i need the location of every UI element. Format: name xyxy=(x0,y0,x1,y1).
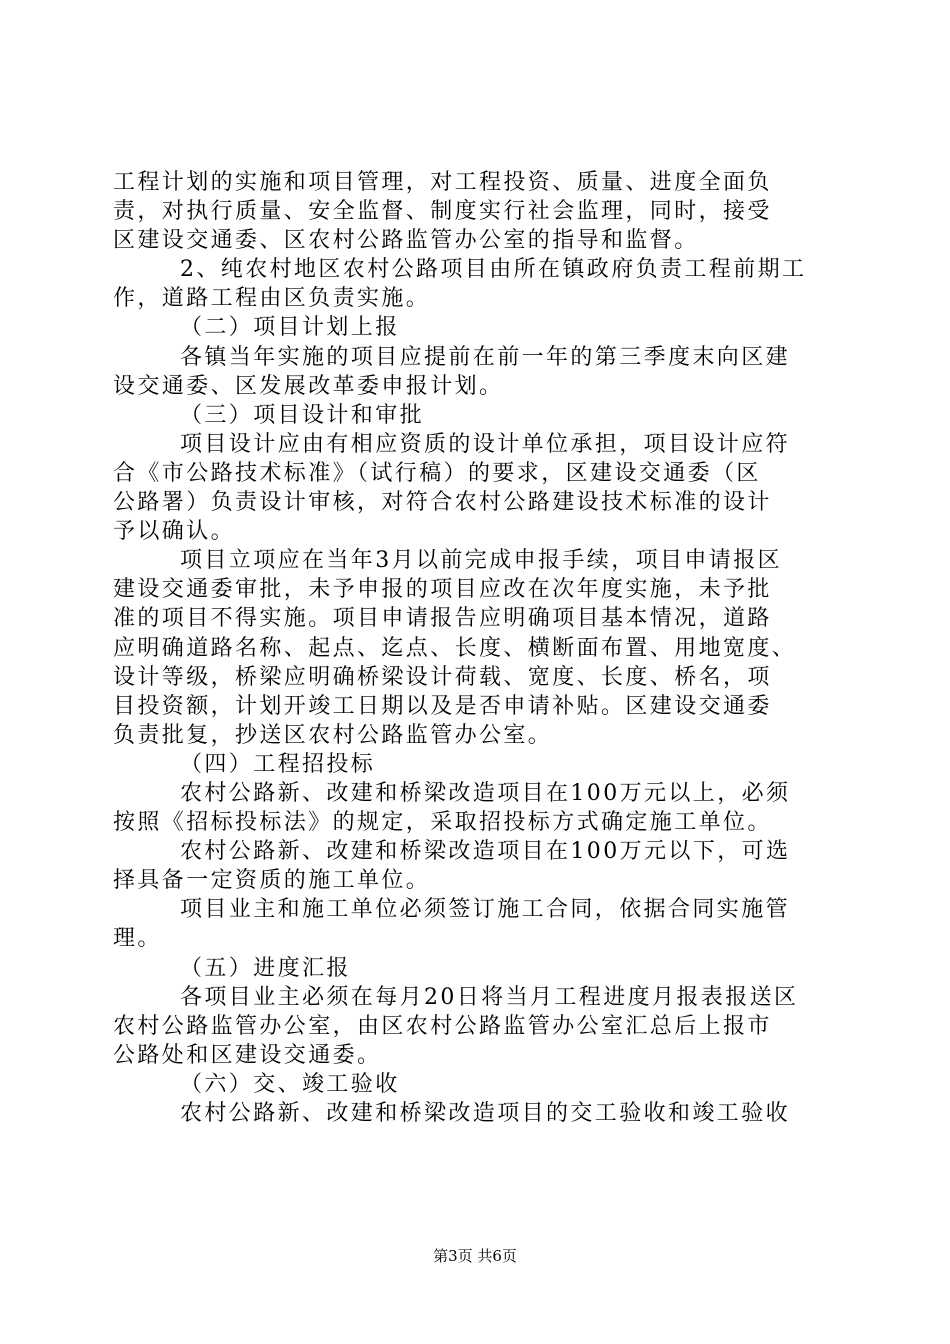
text-line: 区建设交通委、区农村公路监管办公室的指导和监督。 xyxy=(113,228,699,254)
text-line: 负责批复，抄送区农村公路监管办公室。 xyxy=(113,722,553,748)
page-footer: 第3页 共6页 xyxy=(433,1247,517,1265)
text-line: 农村公路新、改建和桥梁改造项目的交工验收和竣工验收 xyxy=(180,1101,791,1126)
text-line: 各项目业主必须在每月20日将当月工程进度月报表报送区 xyxy=(180,984,799,1010)
text-line: 设交通委、区发展改革委申报计划。 xyxy=(113,373,504,399)
text-line: 公路署）负责设计审核，对符合农村公路建设技术标准的设计 xyxy=(113,490,772,516)
text-line: 公路处和区建设交通委。 xyxy=(113,1042,382,1068)
text-line: 农村公路监管办公室，由区农村公路监管办公室汇总后上报市 xyxy=(113,1013,772,1039)
text-line: （六）交、竣工验收 xyxy=(180,1071,400,1097)
text-line: （四）工程招投标 xyxy=(180,751,376,777)
document-body xyxy=(113,168,848,1128)
text-line: 应明确道路名称、起点、迄点、长度、横断面布置、用地宽度、 xyxy=(113,635,797,661)
text-line: （三）项目设计和审批 xyxy=(180,402,425,428)
text-line: 合《市公路技术标准》（试行稿）的要求，区建设交通委（区 xyxy=(113,460,761,486)
text-line: 责，对执行质量、安全监督、制度实行社会监理，同时，接受 xyxy=(113,199,772,225)
text-line: 各镇当年实施的项目应提前在前一年的第三季度末向区建 xyxy=(180,344,791,370)
text-line: 项目立项应在当年3月以前完成申报手续，项目申请报区 xyxy=(180,548,782,574)
text-line: 准的项目不得实施。项目申请报告应明确项目基本情况，道路 xyxy=(113,606,772,632)
text-line: 择具备一定资质的施工单位。 xyxy=(113,868,431,894)
text-line: 按照《招标投标法》的规定，采取招投标方式确定施工单位。 xyxy=(113,810,772,836)
text-line: 作，道路工程由区负责实施。 xyxy=(113,286,431,312)
text-line: 项目业主和施工单位必须签订施工合同，依据合同实施管 xyxy=(180,897,791,923)
text-line: 工程计划的实施和项目管理，对工程投资、质量、进度全面负 xyxy=(113,170,772,195)
text-line: 2、纯农村地区农村公路项目由所在镇政府负责工程前期工 xyxy=(180,257,807,283)
text-line: （五）进度汇报 xyxy=(180,955,351,981)
text-line: 理。 xyxy=(113,926,162,952)
text-line: 农村公路新、改建和桥梁改造项目在100万元以下，可选 xyxy=(180,839,791,865)
text-line: 项目设计应由有相应资质的设计单位承担，项目设计应符 xyxy=(180,431,791,457)
text-line: 农村公路新、改建和桥梁改造项目在100万元以上，必须 xyxy=(180,780,791,806)
text-line: 建设交通委审批，未予申报的项目应改在次年度实施，未予批 xyxy=(113,577,772,603)
text-line: 设计等级，桥梁应明确桥梁设计荷载、宽度、长度、桥名，项 xyxy=(113,664,772,690)
text-line: 予以确认。 xyxy=(113,519,236,545)
text-line: （二）项目计划上报 xyxy=(180,315,400,341)
text-line: 目投资额，计划开竣工日期以及是否申请补贴。区建设交通委 xyxy=(113,693,772,719)
